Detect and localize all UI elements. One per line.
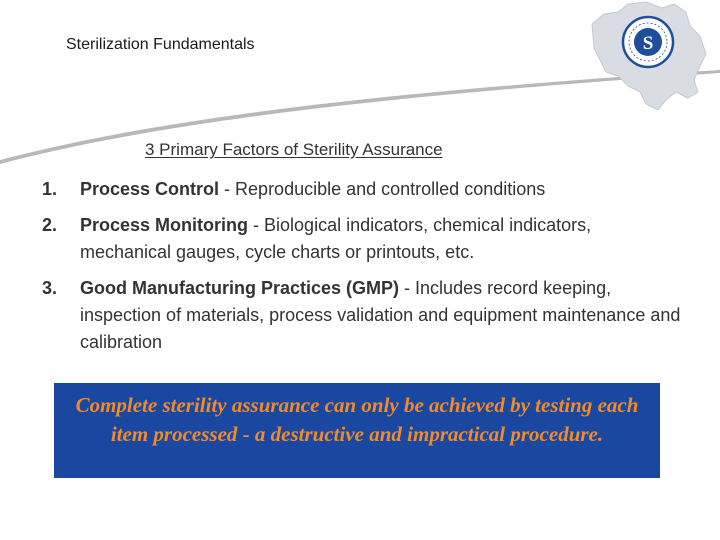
factor-list: [42, 176, 682, 356]
slide-heading: 3 Primary Factors of Sterility Assurance: [145, 140, 443, 159]
logo-letter: S: [642, 33, 654, 54]
factor-description: - Biological indicators, chemical indicators, mechanical gauges, cycle charts or printouts, etc.: [80, 215, 592, 262]
factor-number: 2.: [42, 215, 58, 235]
factor-name: Good Manufacturing Practices (GMP): [80, 278, 400, 298]
factor-name: Process Control: [80, 179, 220, 199]
factor-description: - Includes record keeping, inspection of materials, process validation and equipment maintenance and calibration: [80, 278, 681, 352]
factor-item: [42, 212, 682, 266]
factor-number: 3.: [42, 278, 58, 298]
factor-name: Process Monitoring: [80, 215, 249, 235]
factor-item: [42, 275, 682, 356]
factor-item: [42, 176, 682, 203]
header-title: Sterilization Fundamentals: [66, 36, 255, 53]
factor-number: 1.: [42, 179, 58, 199]
callout-box: Complete sterility assurance can only be achieved by testing each item processed - a destructive and impractical procedure.: [54, 383, 660, 478]
ontario-map-seal-logo: [588, 0, 720, 110]
factor-description: - Reproducible and controlled conditions: [219, 179, 546, 199]
